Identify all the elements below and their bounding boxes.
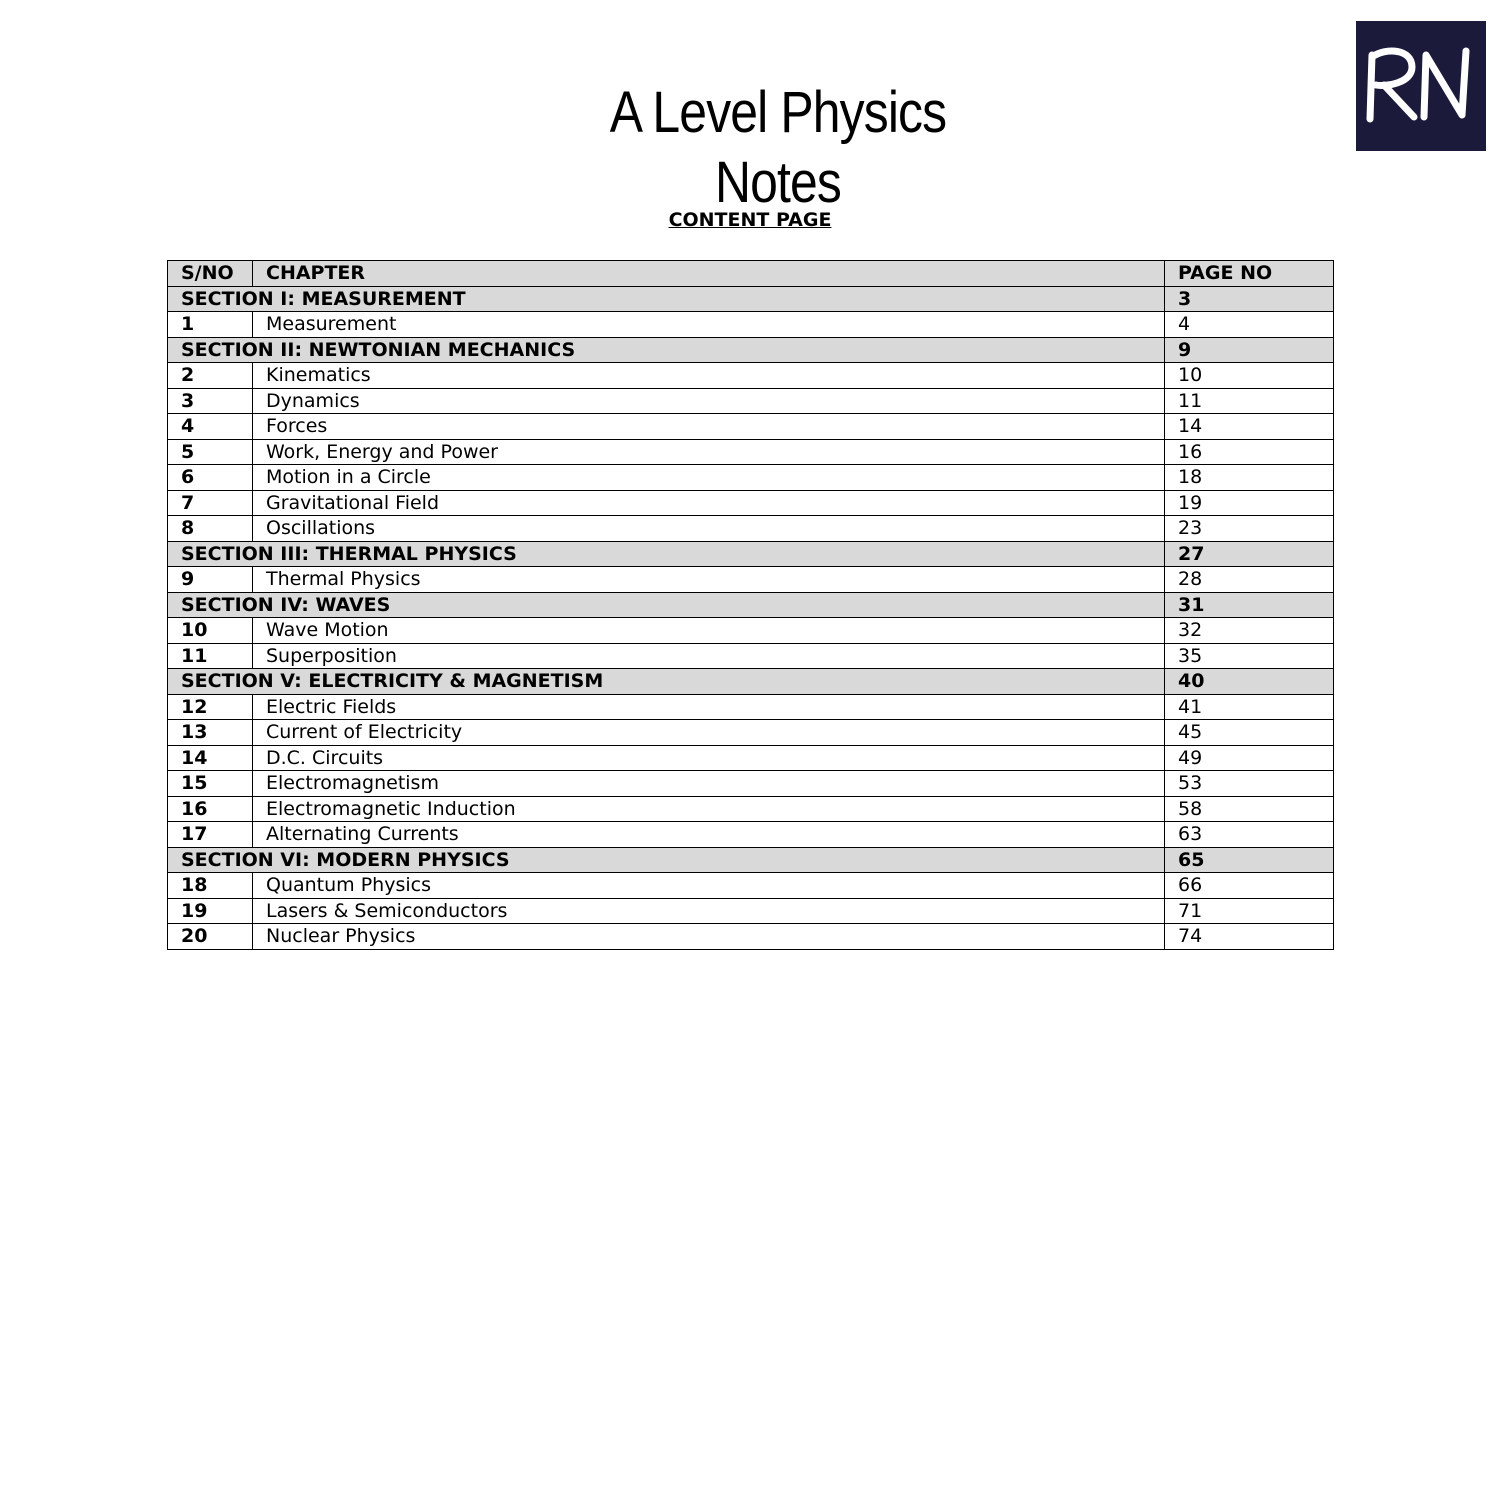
chapter-title: Alternating Currents [253, 822, 1165, 848]
chapter-number: 11 [168, 643, 253, 669]
contents-table-body [168, 286, 1334, 949]
section-title: SECTION IV: WAVES [168, 592, 1165, 618]
chapter-page-number: 63 [1165, 822, 1334, 848]
chapter-page-number: 58 [1165, 796, 1334, 822]
chapter-number: 14 [168, 745, 253, 771]
section-row [168, 592, 1334, 618]
chapter-number: 18 [168, 873, 253, 899]
chapter-row [168, 363, 1334, 389]
section-row [168, 669, 1334, 695]
rn-logo-mark [1356, 21, 1486, 151]
chapter-number: 13 [168, 720, 253, 746]
section-row [168, 286, 1334, 312]
chapter-row [168, 465, 1334, 491]
chapter-title: Electromagnetic Induction [253, 796, 1165, 822]
chapter-number: 10 [168, 618, 253, 644]
chapter-page-number: 45 [1165, 720, 1334, 746]
chapter-title: Kinematics [253, 363, 1165, 389]
chapter-row [168, 745, 1334, 771]
chapter-row [168, 516, 1334, 542]
section-page-number: 40 [1165, 669, 1334, 695]
chapter-page-number: 41 [1165, 694, 1334, 720]
chapter-page-number: 14 [1165, 414, 1334, 440]
section-page-number: 27 [1165, 541, 1334, 567]
chapter-number: 16 [168, 796, 253, 822]
chapter-title: Superposition [253, 643, 1165, 669]
chapter-title: D.C. Circuits [253, 745, 1165, 771]
chapter-title: Motion in a Circle [253, 465, 1165, 491]
chapter-number: 3 [168, 388, 253, 414]
chapter-number: 17 [168, 822, 253, 848]
chapter-page-number: 16 [1165, 439, 1334, 465]
chapter-page-number: 49 [1165, 745, 1334, 771]
chapter-page-number: 32 [1165, 618, 1334, 644]
chapter-row [168, 822, 1334, 848]
chapter-row [168, 873, 1334, 899]
chapter-page-number: 53 [1165, 771, 1334, 797]
document-title: A Level Physics Notes [609, 80, 947, 215]
chapter-row [168, 924, 1334, 950]
section-page-number: 3 [1165, 286, 1334, 312]
chapter-number: 4 [168, 414, 253, 440]
chapter-title: Work, Energy and Power [253, 439, 1165, 465]
chapter-number: 1 [168, 312, 253, 338]
chapter-page-number: 18 [1165, 465, 1334, 491]
chapter-page-number: 11 [1165, 388, 1334, 414]
chapter-page-number: 19 [1165, 490, 1334, 516]
chapter-page-number: 74 [1165, 924, 1334, 950]
chapter-row [168, 898, 1334, 924]
chapter-page-number: 71 [1165, 898, 1334, 924]
chapter-row [168, 388, 1334, 414]
section-row [168, 847, 1334, 873]
section-row [168, 541, 1334, 567]
content-page-heading: CONTENT PAGE [668, 209, 832, 231]
chapter-title: Dynamics [253, 388, 1165, 414]
chapter-title: Quantum Physics [253, 873, 1165, 899]
chapter-page-number: 23 [1165, 516, 1334, 542]
chapter-row [168, 490, 1334, 516]
chapter-row [168, 618, 1334, 644]
chapter-number: 20 [168, 924, 253, 950]
chapter-page-number: 35 [1165, 643, 1334, 669]
chapter-title: Electric Fields [253, 694, 1165, 720]
chapter-title: Oscillations [253, 516, 1165, 542]
section-page-number: 9 [1165, 337, 1334, 363]
chapter-row [168, 796, 1334, 822]
chapter-title: Forces [253, 414, 1165, 440]
chapter-title: Current of Electricity [253, 720, 1165, 746]
chapter-number: 7 [168, 490, 253, 516]
chapter-page-number: 66 [1165, 873, 1334, 899]
chapter-number: 9 [168, 567, 253, 593]
rn-logo [1356, 21, 1486, 151]
section-row [168, 337, 1334, 363]
section-title: SECTION I: MEASUREMENT [168, 286, 1165, 312]
chapter-title: Gravitational Field [253, 490, 1165, 516]
chapter-number: 8 [168, 516, 253, 542]
chapter-title: Thermal Physics [253, 567, 1165, 593]
chapter-row [168, 720, 1334, 746]
chapter-title: Wave Motion [253, 618, 1165, 644]
table-header-row [168, 261, 1334, 287]
chapter-number: 15 [168, 771, 253, 797]
chapter-title: Nuclear Physics [253, 924, 1165, 950]
chapter-number: 19 [168, 898, 253, 924]
header-chapter: CHAPTER [253, 261, 1165, 287]
chapter-number: 2 [168, 363, 253, 389]
chapter-number: 5 [168, 439, 253, 465]
chapter-title: Lasers & Semiconductors [253, 898, 1165, 924]
chapter-row [168, 439, 1334, 465]
chapter-row [168, 694, 1334, 720]
chapter-number: 6 [168, 465, 253, 491]
section-title: SECTION III: THERMAL PHYSICS [168, 541, 1165, 567]
chapter-row [168, 771, 1334, 797]
header-sno: S/NO [168, 261, 253, 287]
chapter-page-number: 10 [1165, 363, 1334, 389]
section-page-number: 31 [1165, 592, 1334, 618]
chapter-row [168, 643, 1334, 669]
contents-table [167, 260, 1334, 950]
section-title: SECTION VI: MODERN PHYSICS [168, 847, 1165, 873]
chapter-title: Measurement [253, 312, 1165, 338]
chapter-page-number: 28 [1165, 567, 1334, 593]
chapter-title: Electromagnetism [253, 771, 1165, 797]
section-title: SECTION V: ELECTRICITY & MAGNETISM [168, 669, 1165, 695]
chapter-page-number: 4 [1165, 312, 1334, 338]
section-title: SECTION II: NEWTONIAN MECHANICS [168, 337, 1165, 363]
chapter-number: 12 [168, 694, 253, 720]
chapter-row [168, 567, 1334, 593]
chapter-row [168, 312, 1334, 338]
header-page-no: PAGE NO [1165, 261, 1334, 287]
chapter-row [168, 414, 1334, 440]
section-page-number: 65 [1165, 847, 1334, 873]
